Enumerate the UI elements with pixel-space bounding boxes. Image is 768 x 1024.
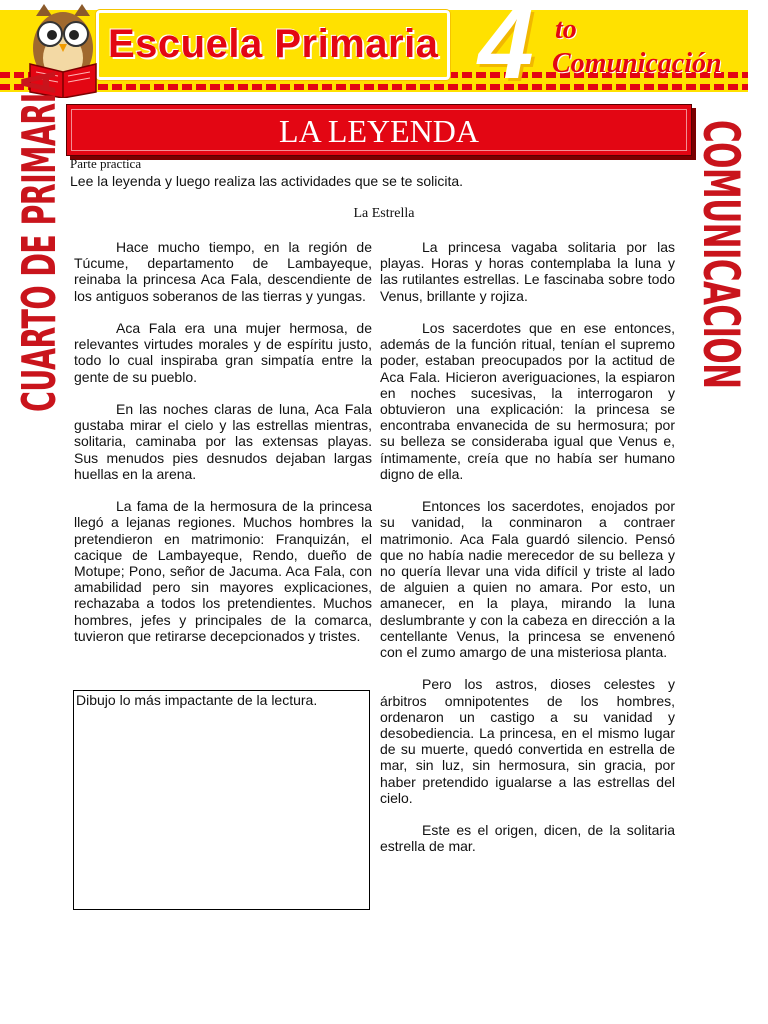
story-paragraph: Hace mucho tiempo, en la región de Túcume, departamento de Lambayeque, reinaba la princesa Aca Fala, descendiente de los antiguos soberanos de las tierras y yungas. xyxy=(74,239,372,304)
section-label: Parte practica xyxy=(70,156,142,171)
story-paragraph: Los sacerdotes que en ese entonces, además de la función ritual, tenían el supremo poder, estaban preocupados por la actitud de Aca Fala. Hicieron averiguaciones, la espiaron en noches sucesivas, la interrogaron y obtuvieron una explicación: la princesa se encontraba envanecida de su hermosura; por su belleza se consideraba igual que Venus e, íntimamente, creía que no había ser humano digno de ella. xyxy=(380,320,675,482)
story-paragraph: Entonces los sacerdotes, enojados por su vanidad, la conminaron a contraer matrimonio. Aca Fala guardó silencio. Pensó que no había nadie merecedor de su belleza y no quería llevar una vida difícil y triste al lado de alguien a quien no amara. Por esto, un amanecer, en la playa, mirando la luna deslumbrante y con la cabeza en dirección a la centellante Venus, la princesa se envenenó con el zumo amargo de una misteriosa planta. xyxy=(380,498,675,661)
lesson-title: LA LEYENDA xyxy=(66,104,692,156)
story-right-column xyxy=(380,239,675,871)
story-paragraph: Pero los astros, dioses celestes y árbitros omnipotentes de los hombres, ordenaron un castigo a su vanidad y desobediencia. La princesa, en el mismo lugar de su muerte, quedó convertida en estrella de mar, sin luz, sin hermosura, sin gracia, por haber pretendido igualarse a las estrellas del cielo. xyxy=(380,676,675,806)
drawing-prompt: Dibujo lo más impactante de la lectura. xyxy=(76,692,318,708)
story-paragraph: Este es el origen, dicen, de la solitaria estrella de mar. xyxy=(380,822,675,855)
story-paragraph: En las noches claras de luna, Aca Fala gustaba mirar el cielo y las estrellas mientras, solitaria, caminaba por las extensas playas. Sus menudos pies desnudos dejaban largas huellas en la arena. xyxy=(74,401,372,482)
story-paragraph: La princesa vagaba solitaria por las playas. Horas y horas contemplaba la luna y las rutilantes estrellas. Le fascinaba sobre todo Venus, brillante y rojiza. xyxy=(380,239,675,304)
school-name: Escuela Primaria xyxy=(108,22,439,66)
subject-name: Comunicación xyxy=(552,48,722,79)
story-paragraph: La fama de la hermosura de la princesa llegó a lejanas regiones. Muchos hombres la pretendieron en matrimonio: Franquizán, el cacique de Lambayeque, Rendo, dueño de Motupe; Pono, señor de Jacuma. Aca Fala, con amabilidad pero sin mayores explicaciones, rechazaba a todos los pretendientes. Muchos hombres, jefes y principales de la comarca, tuvieron que retirarse decepcionados y tristes. xyxy=(74,498,372,644)
story-paragraph: Aca Fala era una mujer hermosa, de relevantes virtudes morales y de espíritu justo, todo lo cual inspiraba gran simpatía entre la gente de su pueblo. xyxy=(74,320,372,385)
grade-number: 4 xyxy=(478,0,534,100)
story-title: La Estrella xyxy=(353,206,415,221)
story-left-column xyxy=(74,239,372,660)
instruction-text: Lee la leyenda y luego realiza las actividades que se te solicita. xyxy=(70,173,464,189)
subject-side-label: COMUNICACION xyxy=(692,120,750,389)
banner-stripe xyxy=(0,84,748,90)
grade-suffix: to xyxy=(555,14,577,45)
grade-side-label: CUARTO DE PRIMARIA xyxy=(12,71,66,412)
drawing-area[interactable] xyxy=(73,690,370,910)
